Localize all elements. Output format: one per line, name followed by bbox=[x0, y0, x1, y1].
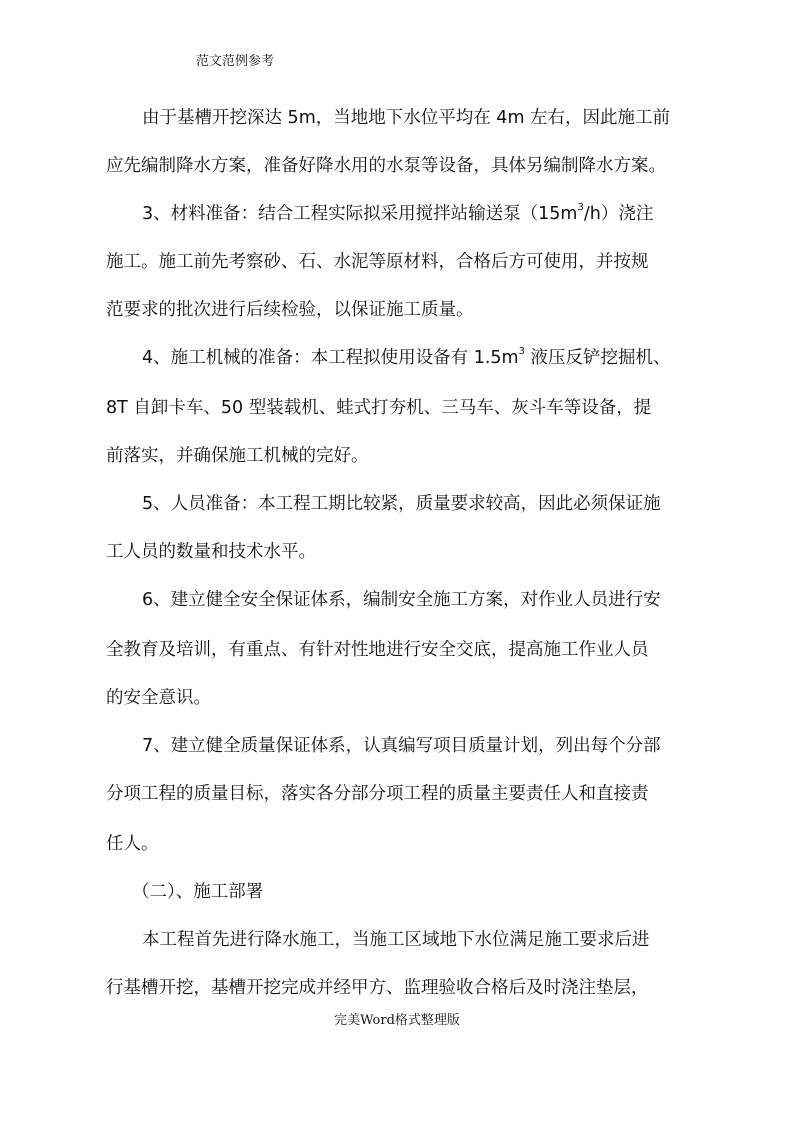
paragraph-line: 6、建立健全安全保证体系，编制安全施工方案，对作业人员进行安 bbox=[142, 590, 661, 610]
paragraph-line: 由于基槽开挖深达 5m，当地地下水位平均在 4m 左右，因此施工前 bbox=[142, 108, 671, 128]
superscript: 3 bbox=[518, 346, 525, 358]
text-run: /h）浇注 bbox=[583, 204, 654, 224]
text-run: 4、施工机械的准备：本工程拟使用设备有 1.5m bbox=[142, 348, 519, 368]
text-run: 液压反铲挖掘机、 bbox=[524, 348, 671, 368]
paragraph-line bbox=[142, 344, 671, 369]
paragraph-line: 行基槽开挖，基槽开挖完成并经甲方、监理验收合格后及时浇注垫层， bbox=[106, 978, 649, 998]
paragraph-line: 施工。施工前先考察砂、石、水泥等原材料，合格后方可使用，并按规 bbox=[106, 252, 649, 272]
paragraph-line: 范要求的批次进行后续检验，以保证施工质量。 bbox=[106, 300, 474, 320]
paragraph-line bbox=[142, 200, 653, 225]
paragraph-line: 应先编制降水方案，准备好降水用的水泵等设备，具体另编制降水方案。 bbox=[106, 156, 666, 176]
paragraph-line: 的安全意识。 bbox=[106, 688, 211, 708]
page-footer: 完美Word格式整理版 bbox=[334, 1013, 460, 1028]
section-heading: （二）、施工部署 bbox=[132, 882, 264, 902]
page-header: 范文范例参考 bbox=[196, 54, 275, 69]
paragraph-line: 本工程首先进行降水施工，当施工区域地下水位满足施工要求后进 bbox=[142, 930, 650, 950]
paragraph-line: 工人员的数量和技术水平。 bbox=[106, 542, 316, 562]
paragraph-line: 全教育及培训，有重点、有针对性地进行安全交底，提高施工作业人员 bbox=[106, 640, 649, 660]
paragraph-line: 任人。 bbox=[106, 834, 159, 854]
paragraph-line: 5、人员准备：本工程工期比较紧，质量要求较高，因此必须保证施 bbox=[142, 494, 661, 514]
superscript: 3 bbox=[577, 202, 584, 214]
paragraph-line: 8T 自卸卡车、50 型装载机、蛙式打夯机、三马车、灰斗车等设备，提 bbox=[106, 398, 652, 418]
paragraph-line: 前落实，并确保施工机械的完好。 bbox=[106, 446, 369, 466]
paragraph-line: 分项工程的质量目标，落实各分部分项工程的质量主要责任人和直接责 bbox=[106, 784, 649, 804]
paragraph-line: 7、建立健全质量保证体系，认真编写项目质量计划，列出每个分部 bbox=[142, 736, 661, 756]
text-run: 3、材料准备：结合工程实际拟采用搅拌站输送泵（15m bbox=[142, 204, 578, 224]
